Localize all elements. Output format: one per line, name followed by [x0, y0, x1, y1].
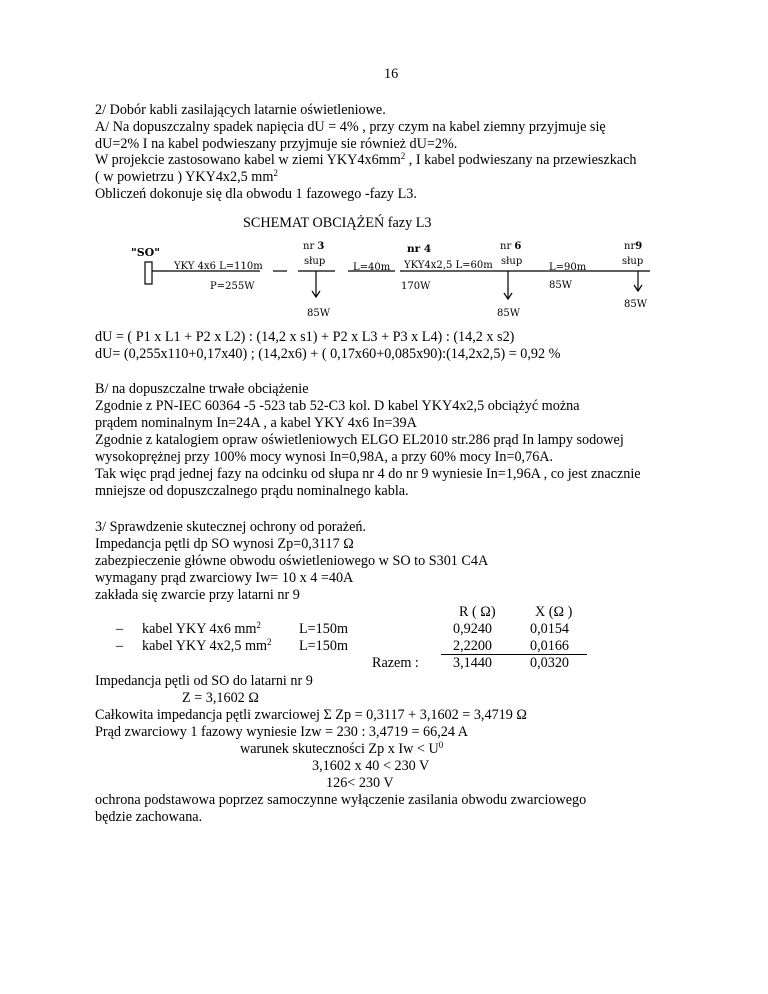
load-mid-label: 85W [549, 280, 573, 291]
sectionB-5: wysokoprężnej przy 100% mocy wynosi In=0,98A, a przy 60% mocy In=0,76A. [95, 449, 554, 465]
schema-title: SCHEMAT OBCIĄŻEŃ fazy L3 [243, 215, 432, 231]
pole-3-slup: słup [304, 256, 326, 267]
a3-post: , I kabel podwieszany na przewieszkach [405, 152, 637, 168]
section3-6: Impedancja pętli od SO do latarni nr 9 [95, 673, 313, 689]
condition-sup: 0 [438, 740, 444, 750]
sectionB-3: prądem nominalnym In=24A , a kabel YKY 4x6 In=39A [95, 415, 417, 431]
p170-label: 170W [401, 281, 431, 292]
section3-9: Prąd zwarciowy 1 fazowy wyniesie Izw = 230 : 3,4719 = 66,24 A [95, 724, 468, 740]
row1-cable-text: kabel YKY 4x6 mm [142, 621, 257, 637]
sectionB-6: Tak więc prąd jednej fazy na odcinku od słupa nr 4 do nr 9 wyniesie In=1,96A , co jest znacznie [95, 466, 641, 482]
sectionB-4: Zgodnie z katalogiem opraw oświetleniowych ELGO EL2010 str.286 prąd In lampy sodowej [95, 432, 624, 448]
load-6-label: 85W [497, 308, 521, 319]
col-r-header: R ( Ω) [459, 604, 496, 620]
section3-10 [240, 741, 443, 758]
row2-bullet: – [116, 638, 124, 654]
pole-3-nr: nr [303, 241, 315, 252]
row1-r: 0,9240 [453, 621, 493, 637]
pole-6-slup: słup [501, 256, 523, 267]
pole-9-num: 9 [635, 241, 643, 252]
razem-label: Razem : [372, 655, 419, 671]
pole-6-nr: nr [500, 241, 512, 252]
pole-4-label [407, 241, 431, 258]
section3-8: Całkowita impedancja pętli zwarciowej Σ Zp = 0,3117 + 3,1602 = 3,4719 Ω [95, 707, 527, 723]
row2-cable-text: kabel YKY 4x2,5 mm [142, 638, 268, 654]
section2-text-a4 [95, 169, 278, 186]
section3-3: zabezpieczenie główne obwodu oświetleniowego w SO to S301 C4A [95, 553, 489, 569]
a3-sup: 2 [400, 151, 406, 161]
row1-cable-sup: 2 [256, 620, 261, 630]
a4-sup: 2 [273, 168, 278, 178]
a3-pre: W projekcie zastosowano kabel w ziemi YKY4x6mm [95, 152, 401, 168]
load-9-label: 85W [624, 299, 648, 310]
section3-2: Impedancja pętli dp SO wynosi Zp=0,3117 Ω [95, 536, 354, 552]
section2-text-a2: dU=2% I na kabel podwieszany przyjmuje sie również dU=2%. [95, 136, 458, 152]
section2-text-a3 [95, 152, 636, 169]
row2-x: 0,0166 [530, 638, 570, 654]
sectionB-1: B/ na dopuszczalne trwałe obciążenie [95, 381, 309, 397]
page-number: 16 [384, 66, 399, 82]
section3-heading: 3/ Sprawdzenie skutecznej ochrony od porażeń. [95, 519, 367, 535]
sectionB-2: Zgodnie z PN-IEC 60364 -5 -523 tab 52-C3 kol. D kabel YKY4x2,5 obciążyć można [95, 398, 580, 414]
so-label: "SO" [131, 246, 160, 259]
l40-label: L=40m [353, 262, 391, 273]
section3-11: 3,1602 x 40 < 230 V [312, 758, 430, 774]
row1-length: L=150m [299, 621, 348, 637]
supply-symbol [145, 262, 152, 284]
cable2-label: YKY4x2,5 L=60m [404, 260, 493, 271]
section3-14: będzie zachowana. [95, 809, 203, 825]
l90-label: L=90m [549, 262, 587, 273]
sectionB-7: mniejsze od dopuszczalnego prądu nominalnego kabla. [95, 483, 409, 499]
pole-3-num: 3 [317, 241, 325, 252]
section2-text-a5: Obliczeń dokonuje się dla obwodu 1 fazowego -fazy L3. [95, 186, 417, 202]
row2-length: L=150m [299, 638, 348, 654]
section3-13: ochrona podstawowa poprzez samoczynne wyłączenie zasilania obwodu zwarciowego [95, 792, 587, 808]
row2-cable [142, 638, 272, 655]
formula-2: dU= (0,255x110+0,17x40) ; (14,2x6) + ( 0,17x60+0,085x90):(14,2x2,5) = 0,92 % [95, 346, 561, 362]
p-so-label: P=255W [210, 281, 255, 292]
col-x-header: X (Ω ) [535, 604, 573, 620]
pole-6-num: 6 [514, 241, 522, 252]
section3-12: 126< 230 V [326, 775, 394, 791]
pole-9-nr: nr [624, 241, 636, 252]
section3-7: Z = 3,1602 Ω [182, 690, 259, 706]
row2-r: 2,2200 [453, 638, 493, 654]
pole-9-slup: słup [622, 256, 644, 267]
row1-bullet: – [116, 621, 124, 637]
row1-x: 0,0154 [530, 621, 570, 637]
section3-5: zakłada się zwarcie przy latarni nr 9 [95, 587, 300, 603]
pole-4-num: 4 [423, 243, 432, 255]
section2-text-a1: A/ Na dopuszczalny spadek napięcia dU = 4% , przy czym na kabel ziemny przyjmuje się [95, 119, 606, 135]
section2-heading: 2/ Dobór kabli zasilających latarnie oświetleniowe. [95, 102, 386, 118]
cable1-label: YKY 4x6 L=110m [174, 261, 263, 272]
load-3-label: 85W [307, 308, 331, 319]
formula-1: dU = ( P1 x L1 + P2 x L2) : (14,2 x s1) + P2 x L3 + P3 x L4) : (14,2 x s2) [95, 329, 515, 345]
razem-x: 0,0320 [530, 655, 570, 671]
razem-r: 3,1440 [453, 655, 493, 671]
section3-4: wymagany prąd zwarciowy Iw= 10 x 4 =40A [95, 570, 354, 586]
row1-cable [142, 621, 261, 638]
condition-text: warunek skuteczności Zp x Iw < U [240, 741, 439, 757]
pole-4-nr: nr [407, 243, 421, 255]
row2-cable-sup: 2 [267, 637, 272, 647]
a4-pre: ( w powietrzu ) YKY4x2,5 mm [95, 169, 274, 185]
